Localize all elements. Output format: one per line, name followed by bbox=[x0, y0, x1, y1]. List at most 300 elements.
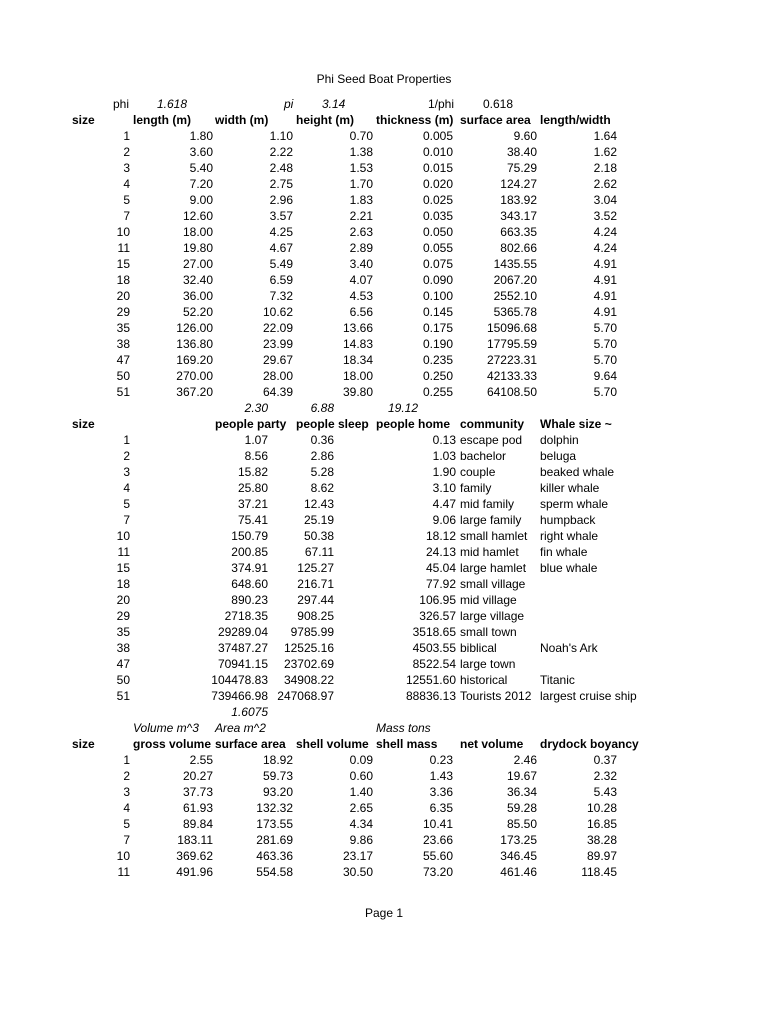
cell-length-width: 3.52 bbox=[593, 209, 617, 223]
cell-length-width: 4.24 bbox=[593, 225, 617, 239]
table-row bbox=[0, 832, 768, 848]
cell-size: 47 bbox=[116, 657, 130, 671]
cell-people-home: 24.13 bbox=[425, 545, 456, 559]
table-row bbox=[0, 320, 768, 336]
cell-shell-volume: 23.17 bbox=[342, 849, 373, 863]
cell-size: 18 bbox=[116, 273, 130, 287]
cell-people-home: 3.10 bbox=[432, 481, 456, 495]
table3-factor-row bbox=[0, 704, 768, 720]
cell-gross-volume: 491.96 bbox=[176, 865, 213, 879]
cell-length: 126.00 bbox=[176, 321, 213, 335]
t2-h-size: size bbox=[72, 417, 95, 431]
cell-length-width: 4.91 bbox=[593, 289, 617, 303]
t3-h-shell-mass: shell mass bbox=[376, 737, 438, 751]
inv-phi-label: 1/phi bbox=[428, 97, 455, 111]
t3-h-net-volume: net volume bbox=[460, 737, 524, 751]
table-row bbox=[0, 432, 768, 448]
cell-height: 39.80 bbox=[342, 385, 373, 399]
cell-net-volume: 19.67 bbox=[506, 769, 537, 783]
cell-thickness: 0.005 bbox=[422, 129, 453, 143]
cell-people-home: 4503.55 bbox=[412, 641, 456, 655]
cell-size: 3 bbox=[123, 161, 130, 175]
cell-gross-volume: 37.73 bbox=[182, 785, 213, 799]
cell-length: 5.40 bbox=[189, 161, 213, 175]
cell-surface-area: 42133.33 bbox=[486, 369, 537, 383]
cell-size: 10 bbox=[116, 849, 130, 863]
cell-surface-area: 59.73 bbox=[262, 769, 293, 783]
cell-surface-area: 75.29 bbox=[506, 161, 537, 175]
cell-net-volume: 173.25 bbox=[500, 833, 537, 847]
table-row bbox=[0, 816, 768, 832]
cell-height: 3.40 bbox=[349, 257, 373, 271]
table-row bbox=[0, 464, 768, 480]
cell-community: small hamlet bbox=[460, 529, 528, 543]
cell-length: 1.80 bbox=[189, 129, 213, 143]
cell-length-width: 2.62 bbox=[593, 177, 617, 191]
cell-people-sleep: 67.11 bbox=[304, 545, 334, 559]
cell-size: 15 bbox=[116, 561, 130, 575]
cell-surface-area: 183.92 bbox=[500, 193, 537, 207]
table-row bbox=[0, 192, 768, 208]
cell-drydock-boyancy: 10.28 bbox=[586, 801, 617, 815]
cell-size: 20 bbox=[116, 289, 130, 303]
cell-surface-area: 554.58 bbox=[256, 865, 293, 879]
cell-size: 10 bbox=[116, 225, 130, 239]
cell-height: 2.21 bbox=[349, 209, 373, 223]
t2-h-community: community bbox=[460, 417, 525, 431]
cell-size: 11 bbox=[117, 241, 130, 255]
cell-people-party: 25.80 bbox=[237, 481, 268, 495]
cell-length-width: 3.04 bbox=[593, 193, 617, 207]
cell-size: 2 bbox=[123, 449, 130, 463]
cell-thickness: 0.075 bbox=[422, 257, 453, 271]
cell-thickness: 0.235 bbox=[422, 353, 453, 367]
cell-shell-mass: 1.43 bbox=[429, 769, 453, 783]
t1-h-width: width (m) bbox=[215, 113, 269, 127]
cell-length-width: 4.24 bbox=[593, 241, 617, 255]
table-row bbox=[0, 368, 768, 384]
cell-size: 2 bbox=[123, 769, 130, 783]
cell-surface-area: 38.40 bbox=[506, 145, 537, 159]
cell-net-volume: 461.46 bbox=[500, 865, 537, 879]
t1-h-height: height (m) bbox=[296, 113, 354, 127]
table-row bbox=[0, 864, 768, 880]
cell-surface-area: 27223.31 bbox=[486, 353, 537, 367]
cell-size: 29 bbox=[116, 609, 130, 623]
cell-people-sleep: 216.71 bbox=[297, 577, 334, 591]
cell-community: large hamlet bbox=[460, 561, 527, 575]
cell-people-party: 29289.04 bbox=[217, 625, 268, 639]
cell-size: 5 bbox=[123, 817, 130, 831]
cell-thickness: 0.100 bbox=[422, 289, 453, 303]
cell-whale-size: Titanic bbox=[540, 673, 575, 687]
cell-size: 47 bbox=[116, 353, 130, 367]
cell-shell-volume: 9.86 bbox=[349, 833, 373, 847]
cell-shell-mass: 55.60 bbox=[422, 849, 453, 863]
cell-length-width: 2.18 bbox=[593, 161, 617, 175]
cell-surface-area: 124.27 bbox=[500, 177, 537, 191]
t1-h-length: length (m) bbox=[133, 113, 191, 127]
t2-h-whale-size: Whale size ~ bbox=[540, 417, 612, 431]
cell-height: 0.70 bbox=[349, 129, 373, 143]
table-row bbox=[0, 688, 768, 704]
cell-surface-area: 5365.78 bbox=[493, 305, 537, 319]
t3-unit-mass: Mass tons bbox=[376, 721, 431, 735]
cell-whale-size: beluga bbox=[540, 449, 577, 463]
cell-people-sleep: 34908.22 bbox=[283, 673, 334, 687]
cell-size: 50 bbox=[116, 673, 130, 687]
cell-community: historical bbox=[460, 673, 508, 687]
cell-width: 4.67 bbox=[269, 241, 293, 255]
table-row bbox=[0, 272, 768, 288]
cell-width: 5.49 bbox=[269, 257, 293, 271]
cell-size: 51 bbox=[116, 689, 130, 703]
cell-people-party: 15.82 bbox=[237, 465, 268, 479]
cell-community: large village bbox=[460, 609, 525, 623]
cell-thickness: 0.020 bbox=[422, 177, 453, 191]
sheet-title: Phi Seed Boat Properties bbox=[316, 72, 452, 86]
cell-height: 13.66 bbox=[342, 321, 373, 335]
cell-people-party: 104478.83 bbox=[211, 673, 268, 687]
t3-factor: 1.6075 bbox=[231, 705, 268, 719]
cell-shell-mass: 6.35 bbox=[429, 801, 453, 815]
cell-thickness: 0.145 bbox=[422, 305, 453, 319]
t2-factor-sleep: 6.88 bbox=[310, 401, 334, 415]
cell-people-party: 8.56 bbox=[244, 449, 268, 463]
cell-size: 50 bbox=[116, 369, 130, 383]
cell-net-volume: 85.50 bbox=[506, 817, 537, 831]
cell-people-sleep: 23702.69 bbox=[283, 657, 334, 671]
cell-gross-volume: 61.93 bbox=[182, 801, 213, 815]
cell-size: 18 bbox=[116, 577, 130, 591]
table3-units bbox=[0, 720, 768, 736]
t2-factor-party: 2.30 bbox=[244, 401, 268, 415]
cell-drydock-boyancy: 2.32 bbox=[593, 769, 617, 783]
cell-width: 22.09 bbox=[262, 321, 293, 335]
cell-size: 7 bbox=[123, 513, 130, 527]
cell-people-sleep: 9785.99 bbox=[290, 625, 334, 639]
cell-shell-volume: 4.34 bbox=[349, 817, 373, 831]
cell-gross-volume: 89.84 bbox=[182, 817, 213, 831]
cell-size: 29 bbox=[116, 305, 130, 319]
cell-people-party: 374.91 bbox=[231, 561, 268, 575]
table-row bbox=[0, 608, 768, 624]
cell-height: 2.89 bbox=[349, 241, 373, 255]
cell-length-width: 1.64 bbox=[593, 129, 617, 143]
t3-h-drydock-boyancy: drydock boyancy bbox=[540, 737, 639, 751]
table-row bbox=[0, 336, 768, 352]
cell-width: 4.25 bbox=[269, 225, 293, 239]
cell-length-width: 5.70 bbox=[593, 337, 617, 351]
cell-community: large town bbox=[460, 657, 516, 671]
table-row bbox=[0, 848, 768, 864]
cell-drydock-boyancy: 38.28 bbox=[586, 833, 617, 847]
cell-surface-area: 802.66 bbox=[500, 241, 537, 255]
cell-people-home: 4.47 bbox=[432, 497, 456, 511]
cell-thickness: 0.175 bbox=[422, 321, 453, 335]
table-row bbox=[0, 672, 768, 688]
cell-width: 23.99 bbox=[262, 337, 293, 351]
cell-thickness: 0.050 bbox=[422, 225, 453, 239]
cell-community: bachelor bbox=[460, 449, 507, 463]
cell-community: mid family bbox=[460, 497, 515, 511]
pi-value: 3.14 bbox=[322, 97, 346, 111]
table3-header bbox=[0, 736, 768, 752]
table-row bbox=[0, 384, 768, 400]
cell-surface-area: 1435.55 bbox=[493, 257, 537, 271]
inv-phi-value: 0.618 bbox=[483, 97, 514, 111]
cell-surface-area: 17795.59 bbox=[486, 337, 537, 351]
cell-height: 1.70 bbox=[349, 177, 373, 191]
cell-people-home: 9.06 bbox=[432, 513, 456, 527]
cell-gross-volume: 183.11 bbox=[177, 833, 213, 847]
cell-people-home: 45.04 bbox=[425, 561, 456, 575]
cell-length: 19.80 bbox=[182, 241, 213, 255]
cell-length: 32.40 bbox=[182, 273, 213, 287]
cell-people-home: 12551.60 bbox=[405, 673, 456, 687]
cell-length-width: 5.70 bbox=[593, 353, 617, 367]
cell-length: 169.20 bbox=[176, 353, 213, 367]
cell-people-sleep: 908.25 bbox=[297, 609, 334, 623]
cell-community: small village bbox=[460, 577, 526, 591]
table-row bbox=[0, 624, 768, 640]
cell-thickness: 0.035 bbox=[422, 209, 453, 223]
cell-length: 36.00 bbox=[182, 289, 213, 303]
cell-length: 18.00 bbox=[182, 225, 213, 239]
cell-thickness: 0.055 bbox=[422, 241, 453, 255]
cell-drydock-boyancy: 118.45 bbox=[581, 865, 617, 879]
cell-length: 27.00 bbox=[182, 257, 213, 271]
cell-width: 29.67 bbox=[262, 353, 293, 367]
cell-length-width: 5.70 bbox=[593, 321, 617, 335]
cell-people-home: 0.13 bbox=[432, 433, 456, 447]
cell-whale-size: killer whale bbox=[540, 481, 600, 495]
cell-size: 38 bbox=[116, 337, 130, 351]
cell-length-width: 9.64 bbox=[593, 369, 617, 383]
cell-surface-area: 132.32 bbox=[256, 801, 293, 815]
cell-shell-volume: 2.65 bbox=[349, 801, 373, 815]
table-row bbox=[0, 208, 768, 224]
t1-h-surface-area: surface area bbox=[460, 113, 531, 127]
cell-thickness: 0.090 bbox=[422, 273, 453, 287]
cell-height: 18.34 bbox=[342, 353, 373, 367]
cell-drydock-boyancy: 5.43 bbox=[593, 785, 617, 799]
cell-whale-size: beaked whale bbox=[540, 465, 615, 479]
cell-surface-area: 2552.10 bbox=[493, 289, 537, 303]
cell-width: 2.75 bbox=[269, 177, 293, 191]
table-row bbox=[0, 496, 768, 512]
cell-surface-area: 173.55 bbox=[256, 817, 293, 831]
cell-size: 38 bbox=[116, 641, 130, 655]
cell-shell-volume: 0.60 bbox=[349, 769, 373, 783]
cell-community: escape pod bbox=[460, 433, 523, 447]
table-row bbox=[0, 160, 768, 176]
cell-length: 12.60 bbox=[182, 209, 213, 223]
cell-people-party: 70941.15 bbox=[217, 657, 268, 671]
cell-shell-mass: 0.23 bbox=[429, 753, 453, 767]
cell-size: 1 bbox=[123, 129, 130, 143]
cell-height: 2.63 bbox=[349, 225, 373, 239]
cell-size: 2 bbox=[123, 145, 130, 159]
cell-surface-area: 463.36 bbox=[256, 849, 293, 863]
cell-length-width: 4.91 bbox=[593, 257, 617, 271]
t2-factor-home: 19.12 bbox=[387, 401, 418, 415]
cell-size: 4 bbox=[123, 801, 130, 815]
cell-people-sleep: 12525.16 bbox=[283, 641, 334, 655]
cell-length: 136.80 bbox=[176, 337, 213, 351]
cell-size: 4 bbox=[123, 481, 130, 495]
cell-length: 270.00 bbox=[176, 369, 213, 383]
cell-gross-volume: 20.27 bbox=[182, 769, 213, 783]
cell-whale-size: largest cruise ship bbox=[540, 689, 637, 703]
cell-community: couple bbox=[460, 465, 496, 479]
table1-header bbox=[0, 112, 768, 128]
cell-people-sleep: 50.38 bbox=[303, 529, 334, 543]
t2-h-people-sleep: people sleep bbox=[296, 417, 369, 431]
cell-width: 2.22 bbox=[269, 145, 293, 159]
cell-length: 3.60 bbox=[189, 145, 213, 159]
cell-community: family bbox=[460, 481, 492, 495]
cell-people-party: 37.21 bbox=[237, 497, 268, 511]
table-row bbox=[0, 448, 768, 464]
cell-width: 3.57 bbox=[269, 209, 293, 223]
t3-h-size: size bbox=[72, 737, 95, 751]
cell-people-home: 326.57 bbox=[419, 609, 456, 623]
cell-size: 3 bbox=[123, 785, 130, 799]
cell-people-party: 1.07 bbox=[244, 433, 268, 447]
cell-community: mid hamlet bbox=[460, 545, 519, 559]
cell-people-party: 75.41 bbox=[237, 513, 268, 527]
cell-surface-area: 2067.20 bbox=[493, 273, 537, 287]
cell-height: 1.53 bbox=[349, 161, 373, 175]
cell-people-sleep: 247068.97 bbox=[277, 689, 334, 703]
cell-surface-area: 15096.68 bbox=[486, 321, 537, 335]
table-row bbox=[0, 752, 768, 768]
table-row bbox=[0, 640, 768, 656]
cell-surface-area: 93.20 bbox=[262, 785, 293, 799]
cell-length-width: 4.91 bbox=[593, 273, 617, 287]
table-row bbox=[0, 304, 768, 320]
cell-thickness: 0.250 bbox=[422, 369, 453, 383]
table-row bbox=[0, 144, 768, 160]
cell-size: 35 bbox=[116, 625, 130, 639]
t3-unit-volume: Volume m^3 bbox=[133, 721, 199, 735]
table-row bbox=[0, 480, 768, 496]
cell-people-sleep: 25.19 bbox=[303, 513, 334, 527]
cell-length-width: 1.62 bbox=[593, 145, 617, 159]
cell-community: mid village bbox=[460, 593, 517, 607]
cell-community: Tourists 2012 bbox=[460, 689, 532, 703]
cell-size: 11 bbox=[117, 865, 130, 879]
cell-whale-size: sperm whale bbox=[540, 497, 609, 511]
cell-size: 4 bbox=[123, 177, 130, 191]
table-row bbox=[0, 224, 768, 240]
cell-length: 367.20 bbox=[176, 385, 213, 399]
cell-length: 7.20 bbox=[189, 177, 213, 191]
t3-h-shell-volume: shell volume bbox=[296, 737, 369, 751]
cell-width: 7.32 bbox=[269, 289, 293, 303]
table-row bbox=[0, 576, 768, 592]
cell-whale-size: humpback bbox=[540, 513, 596, 527]
cell-surface-area: 64108.50 bbox=[486, 385, 537, 399]
cell-people-party: 2718.35 bbox=[224, 609, 268, 623]
cell-size: 15 bbox=[116, 257, 130, 271]
cell-whale-size: blue whale bbox=[540, 561, 598, 575]
cell-length-width: 5.70 bbox=[593, 385, 617, 399]
cell-people-sleep: 12.43 bbox=[303, 497, 334, 511]
cell-thickness: 0.015 bbox=[422, 161, 453, 175]
t2-h-people-party: people party bbox=[215, 417, 287, 431]
cell-width: 64.39 bbox=[262, 385, 293, 399]
table-row bbox=[0, 256, 768, 272]
cell-size: 1 bbox=[123, 753, 130, 767]
cell-whale-size: right whale bbox=[540, 529, 599, 543]
cell-shell-mass: 10.41 bbox=[422, 817, 453, 831]
cell-shell-volume: 30.50 bbox=[342, 865, 373, 879]
cell-size: 10 bbox=[116, 529, 130, 543]
table-row bbox=[0, 544, 768, 560]
cell-width: 1.10 bbox=[269, 129, 293, 143]
cell-people-sleep: 125.27 bbox=[297, 561, 334, 575]
pi-label: pi bbox=[284, 97, 294, 111]
table-row bbox=[0, 560, 768, 576]
table-row bbox=[0, 240, 768, 256]
table-row bbox=[0, 528, 768, 544]
cell-people-home: 88836.13 bbox=[405, 689, 456, 703]
cell-gross-volume: 2.55 bbox=[189, 753, 213, 767]
cell-net-volume: 36.34 bbox=[506, 785, 537, 799]
cell-height: 14.83 bbox=[342, 337, 373, 351]
cell-people-sleep: 0.36 bbox=[310, 433, 334, 447]
cell-surface-area: 281.69 bbox=[256, 833, 293, 847]
cell-shell-mass: 23.66 bbox=[422, 833, 453, 847]
cell-thickness: 0.190 bbox=[422, 337, 453, 351]
cell-drydock-boyancy: 16.85 bbox=[586, 817, 617, 831]
cell-people-sleep: 8.62 bbox=[310, 481, 334, 495]
cell-whale-size: dolphin bbox=[540, 433, 579, 447]
t3-unit-area: Area m^2 bbox=[215, 721, 266, 735]
cell-length: 9.00 bbox=[189, 193, 213, 207]
cell-drydock-boyancy: 89.97 bbox=[586, 849, 617, 863]
table-row bbox=[0, 352, 768, 368]
t1-h-length-width: length/width bbox=[540, 113, 611, 127]
cell-people-party: 890.23 bbox=[231, 593, 268, 607]
cell-people-party: 739466.98 bbox=[211, 689, 268, 703]
cell-people-party: 37487.27 bbox=[217, 641, 268, 655]
phi-value: 1.618 bbox=[157, 97, 188, 111]
cell-people-home: 1.90 bbox=[432, 465, 456, 479]
cell-people-party: 150.79 bbox=[231, 529, 268, 543]
cell-height: 1.38 bbox=[349, 145, 373, 159]
cell-people-party: 648.60 bbox=[231, 577, 268, 591]
cell-people-home: 3518.65 bbox=[412, 625, 456, 639]
cell-shell-mass: 73.20 bbox=[422, 865, 453, 879]
cell-drydock-boyancy: 0.37 bbox=[593, 753, 617, 767]
phi-label: phi bbox=[113, 97, 130, 111]
cell-surface-area: 18.92 bbox=[262, 753, 293, 767]
cell-people-sleep: 297.44 bbox=[297, 593, 334, 607]
cell-size: 7 bbox=[123, 833, 130, 847]
cell-whale-size: fin whale bbox=[540, 545, 588, 559]
cell-people-home: 18.12 bbox=[425, 529, 456, 543]
cell-whale-size: Noah's Ark bbox=[540, 641, 598, 655]
cell-shell-mass: 3.36 bbox=[429, 785, 453, 799]
cell-height: 6.56 bbox=[349, 305, 373, 319]
cell-gross-volume: 369.62 bbox=[176, 849, 213, 863]
t1-h-size: size bbox=[72, 113, 95, 127]
cell-thickness: 0.025 bbox=[422, 193, 453, 207]
cell-size: 1 bbox=[123, 433, 130, 447]
